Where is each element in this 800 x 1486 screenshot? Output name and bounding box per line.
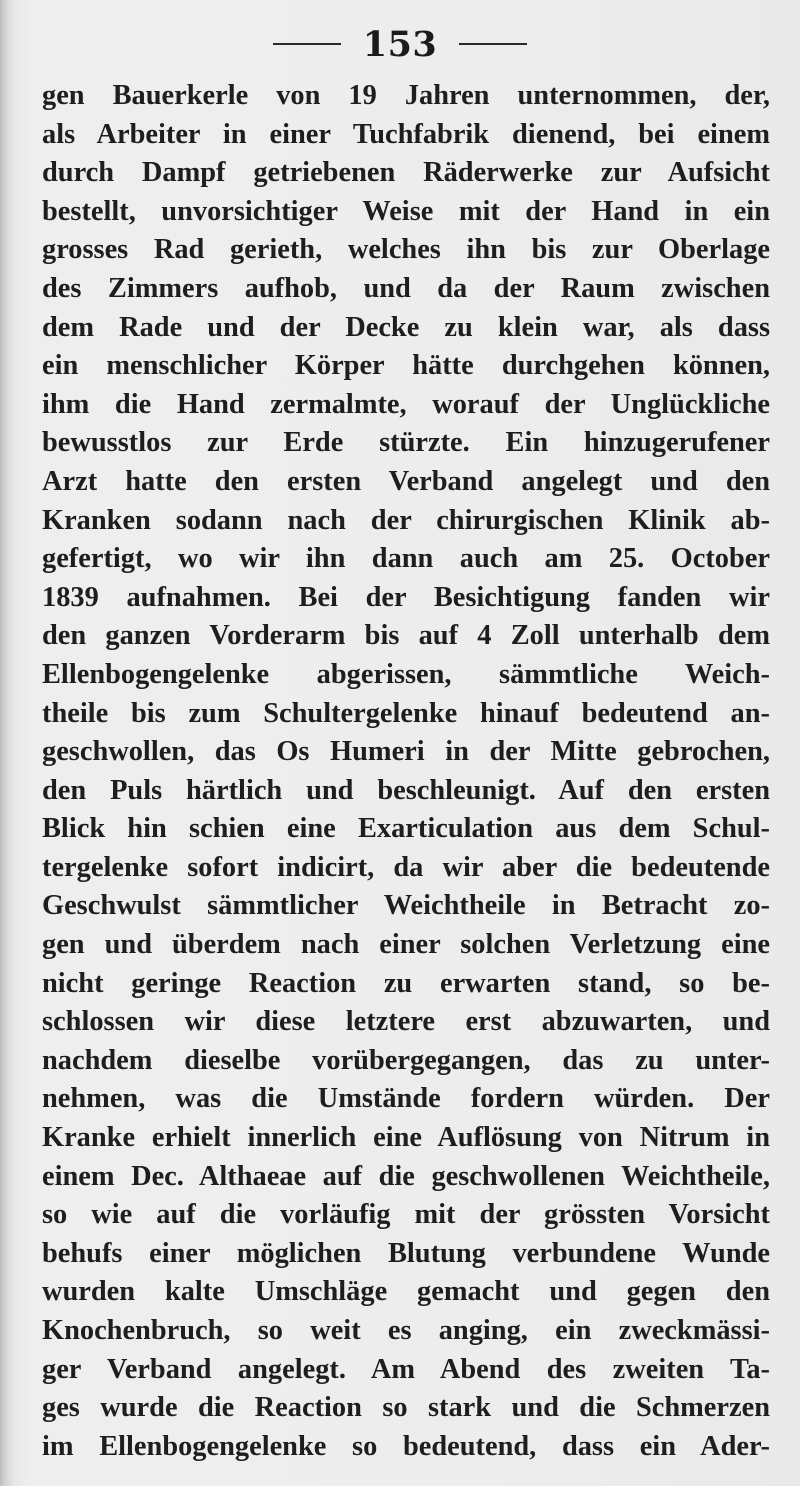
text-line: wurden kalte Umschläge gemacht und gegen den: [42, 1276, 770, 1308]
text-line: nehmen, was die Umstände fordern würden. Der: [42, 1083, 770, 1115]
page-number: 153: [362, 23, 438, 65]
text-line: Knochenbruch, so weit es anging, ein zweckmässi-: [42, 1315, 770, 1346]
text-line: Kranken sodann nach der chirurgischen Klinik ab-: [42, 504, 770, 536]
text-line: tergelenke sofort indicirt, da wir aber die bedeutende: [42, 851, 770, 883]
text-line: Ellenbogengelenke abgerissen, sämmtliche Weich-: [42, 658, 770, 690]
text-line: Geschwulst sämmtlicher Weichtheile in Betracht zo-: [42, 890, 770, 922]
text-line: bestellt, unvorsichtiger Weise mit der Hand in ein: [42, 195, 770, 227]
text-line: den Puls härtlich und beschleunigt. Auf den ersten: [42, 774, 770, 806]
text-line: Arzt hatte den ersten Verband angelegt und den: [42, 465, 770, 497]
text-line: theile bis zum Schultergelenke hinauf bedeutend an-: [42, 697, 770, 729]
text-line: im Ellenbogengelenke so bedeutend, dass ein Ader-: [42, 1430, 770, 1462]
text-line: als Arbeiter in einer Tuchfabrik dienend, bei einem: [42, 118, 770, 150]
text-line: Blick hin schien eine Exarticulation aus dem Schul-: [42, 813, 770, 845]
text-line: gefertigt, wo wir ihn dann auch am 25. October: [42, 543, 770, 575]
page-header: [0, 24, 800, 64]
text-line: durch Dampf getriebenen Räderwerke zur Aufsicht: [42, 157, 770, 189]
text-line: ges wurde die Reaction so stark und die Schmerzen: [42, 1392, 770, 1424]
text-line: nachdem dieselbe vorübergegangen, das zu unter-: [42, 1044, 770, 1076]
text-line: des Zimmers aufhob, und da der Raum zwischen: [42, 272, 770, 304]
text-line: ger Verband angelegt. Am Abend des zweiten Ta-: [42, 1353, 770, 1385]
text-line: ein menschlicher Körper hätte durchgehen können,: [42, 350, 770, 382]
text-line: gen Bauerkerle von 19 Jahren unternommen, der,: [42, 80, 770, 111]
text-line: behufs einer möglichen Blutung verbundene Wunde: [42, 1237, 770, 1269]
header-rule-right: [459, 43, 527, 45]
text-line: nicht geringe Reaction zu erwarten stand, so be-: [42, 967, 770, 999]
text-line: Kranke erhielt innerlich eine Auflösung von Nitrum in: [42, 1122, 770, 1154]
binding-edge: [0, 0, 14, 1486]
text-line: bewusstlos zur Erde stürzte. Ein hinzugerufener: [42, 427, 770, 459]
text-line: einem Dec. Althaeae auf die geschwollenen Weichtheile,: [42, 1160, 770, 1192]
text-line: ihm die Hand zermalmte, worauf der Unglückliche: [42, 388, 770, 420]
text-line: gen und überdem nach einer solchen Verletzung eine: [42, 929, 770, 961]
header-rule-left: [273, 43, 341, 45]
text-line: dem Rade und der Decke zu klein war, als dass: [42, 311, 770, 343]
text-line: geschwollen, das Os Humeri in der Mitte gebrochen,: [42, 736, 770, 768]
text-line: den ganzen Vorderarm bis auf 4 Zoll unterhalb dem: [42, 620, 770, 652]
text-line: 1839 aufnahmen. Bei der Besichtigung fanden wir: [42, 581, 770, 613]
text-line: grosses Rad gerieth, welches ihn bis zur Oberlage: [42, 234, 770, 266]
body-text: [42, 77, 770, 1466]
text-line: so wie auf die vorläufig mit der grössten Vorsicht: [42, 1199, 770, 1231]
text-line: schlossen wir diese letztere erst abzuwarten, und: [42, 1006, 770, 1038]
